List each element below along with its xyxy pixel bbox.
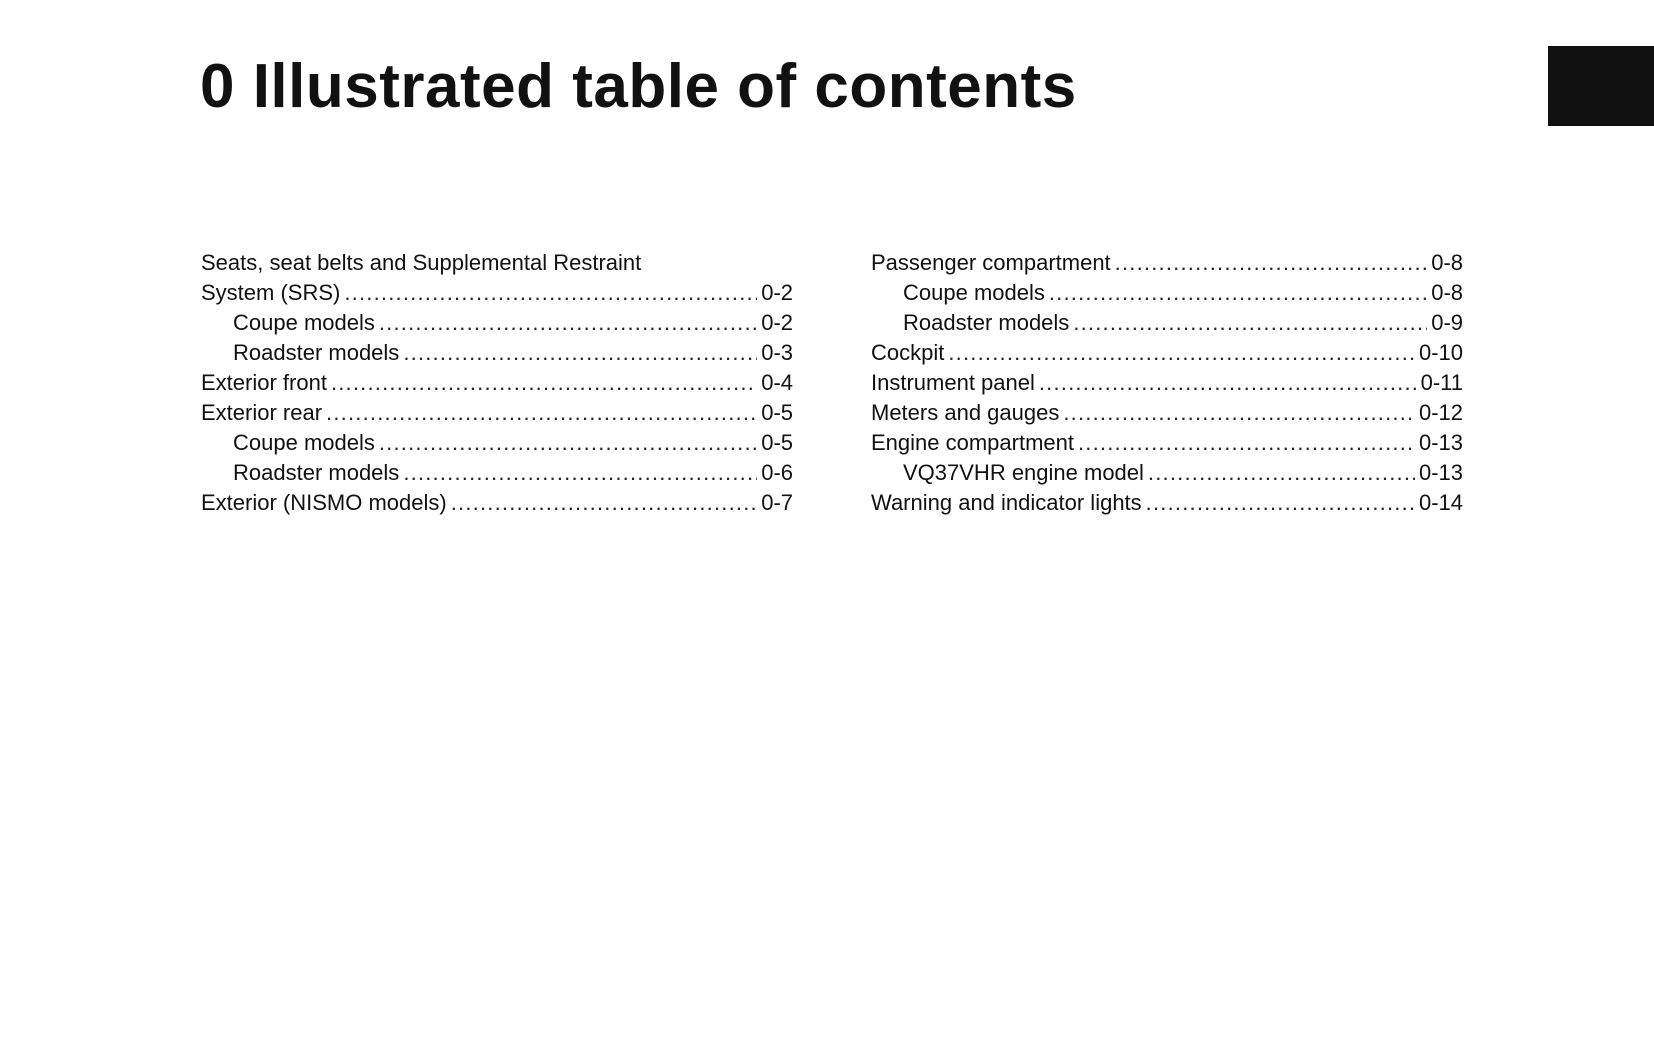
toc-entry-page: 0-2 [761,310,793,335]
toc-entry-warning-and-indicator-lights[interactable] [871,488,1463,518]
toc-entry-label: Instrument panel [871,370,1035,395]
toc-entry-label: Warning and indicator lights [871,490,1142,515]
toc-entry-label: Coupe models [903,280,1045,305]
toc-entry-coupe-models[interactable] [871,278,1463,308]
dot-leader [403,458,757,488]
toc-entry-exterior-nismo-models[interactable] [201,488,793,518]
toc-entry-label: Exterior front [201,370,327,395]
toc-entry-page: 0-8 [1431,280,1463,305]
toc-entry-vq37vhr-engine-model[interactable] [871,458,1463,488]
dot-leader [331,368,757,398]
toc-entry-page: 0-7 [761,490,793,515]
toc-entry-label: Passenger compartment [871,250,1111,275]
toc-entry-label-line1: Seats, seat belts and Supplemental Restraint [201,250,642,275]
toc-entry-page: 0-3 [761,340,793,365]
dot-leader [948,338,1415,368]
toc-entry-page: 0-11 [1420,370,1463,395]
toc-entry-page: 0-6 [761,460,793,485]
toc-entry-label: Meters and gauges [871,400,1060,425]
toc-entry-page: 0-12 [1418,400,1463,425]
toc-entry-page: 0-13 [1418,430,1463,455]
toc-entry-label: Coupe models [233,430,375,455]
chapter-tab-marker [1548,46,1654,126]
toc-entry-page: 0-14 [1418,490,1463,515]
toc-entry-roadster-models[interactable] [201,458,793,488]
dot-leader [379,428,757,458]
toc-entry-instrument-panel[interactable] [871,368,1463,398]
toc-entry-coupe-models[interactable] [201,308,793,338]
dot-leader [1039,368,1417,398]
toc-entry-passenger-compartment[interactable] [871,248,1463,278]
toc-entry-page: 0-8 [1431,250,1463,275]
toc-entry-label: Roadster models [233,460,400,485]
dot-leader [1063,398,1415,428]
toc-entry-label: Roadster models [233,340,400,365]
toc-entry-exterior-front[interactable] [201,368,793,398]
toc-entry-label: Coupe models [233,310,375,335]
dot-leader [344,278,757,308]
toc-column-left [201,248,793,518]
toc-entry-meters-and-gauges[interactable] [871,398,1463,428]
dot-leader [1073,308,1427,338]
toc-entry-seats-seat-belts-srs[interactable] [201,248,793,308]
toc-entry-page: 0-4 [761,370,793,395]
toc-entry-exterior-rear[interactable] [201,398,793,428]
dot-leader [379,308,757,338]
toc-entry-label: System (SRS) [201,280,341,305]
toc-entry-page: 0-2 [761,280,793,305]
dot-leader [326,398,757,428]
toc-entry-label: Cockpit [871,340,945,365]
page-title: 0 Illustrated table of contents [200,52,1077,121]
toc-entry-page: 0-13 [1418,460,1463,485]
dot-leader [1148,458,1415,488]
toc-entry-cockpit[interactable] [871,338,1463,368]
toc-entry-roadster-models[interactable] [201,338,793,368]
toc-entry-page: 0-5 [761,400,793,425]
dot-leader [451,488,757,518]
toc-entry-label: Roadster models [903,310,1070,335]
toc-column-right [871,248,1463,518]
dot-leader [1078,428,1415,458]
toc-entry-engine-compartment[interactable] [871,428,1463,458]
dot-leader [1146,488,1415,518]
toc-entry-label: Exterior rear [201,400,323,425]
dot-leader [1049,278,1427,308]
toc-entry-page: 0-10 [1418,340,1463,365]
dot-leader [1115,248,1428,278]
dot-leader [403,338,757,368]
toc-entry-label: VQ37VHR engine model [903,460,1144,485]
toc-entry-page: 0-9 [1431,310,1463,335]
toc-entry-roadster-models[interactable] [871,308,1463,338]
toc-entry-coupe-models[interactable] [201,428,793,458]
toc-entry-label: Engine compartment [871,430,1074,455]
toc-entry-label: Exterior (NISMO models) [201,490,447,515]
toc-entry-page: 0-5 [761,430,793,455]
